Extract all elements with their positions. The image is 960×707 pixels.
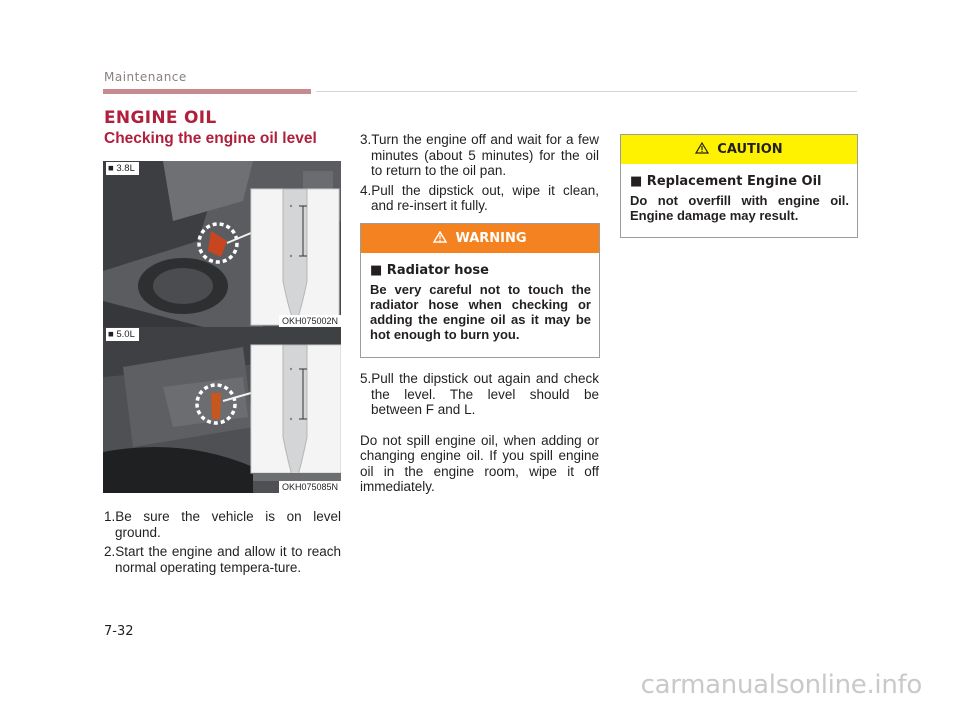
warning-heading: ■ Radiator hose	[370, 263, 489, 278]
caution-header-label: CAUTION	[717, 142, 783, 157]
header-rule	[316, 91, 857, 92]
step-1: 1.Be sure the vehicle is on level ground.	[104, 509, 341, 540]
caution-triangle-icon	[695, 142, 709, 158]
warning-box	[360, 223, 600, 358]
photo-label: ■ 5.0L	[106, 328, 139, 341]
caution-box	[620, 134, 858, 238]
engine-illustration	[103, 327, 341, 493]
warning-header-label: WARNING	[455, 231, 527, 246]
photo-label: ■ 3.8L	[106, 162, 139, 175]
caution-heading: ■ Replacement Engine Oil	[630, 174, 822, 189]
caution-header	[621, 135, 857, 164]
section-subtitle: Checking the engine oil level	[104, 130, 317, 147]
spill-note: Do not spill engine oil, when adding or changing engine oil. If you spill engine oil in the engine room, wipe it off immediately.	[360, 432, 599, 494]
photo-code: OKH075002N	[279, 315, 341, 327]
step-4: 4.Pull the dipstick out, wipe it clean, and re-insert it fully.	[360, 182, 599, 213]
middle-steps-bottom	[360, 371, 599, 495]
step-2: 2.Start the engine and allow it to reach normal operating tempera-ture.	[104, 544, 341, 575]
warning-triangle-icon	[433, 231, 447, 247]
warning-body: Be very careful not to touch the radiator hose when checking or adding the engine oil as it may be hot enough to burn you.	[370, 282, 591, 342]
engine-photo-3-8l	[103, 161, 341, 327]
step-3: 3.Turn the engine off and wait for a few minutes (about 5 minutes) for the oil to return to the oil pan.	[360, 132, 599, 178]
page-number: 7-32	[104, 624, 134, 639]
middle-steps-top	[360, 132, 599, 218]
section-label: Maintenance	[104, 70, 187, 84]
caution-body: Do not overfill with engine oil. Engine damage may result.	[630, 193, 849, 223]
page-title: ENGINE OIL	[104, 108, 217, 128]
engine-photo-5-0l	[103, 327, 341, 493]
watermark: carmanualsonline.info	[640, 670, 922, 700]
header-accent-bar	[103, 89, 311, 94]
engine-illustration	[103, 161, 341, 327]
step-5: 5.Pull the dipstick out again and check the level. The level should be between F and L.	[360, 371, 599, 417]
left-steps	[104, 509, 341, 579]
warning-header	[361, 224, 599, 253]
photo-code: OKH075085N	[279, 481, 341, 493]
